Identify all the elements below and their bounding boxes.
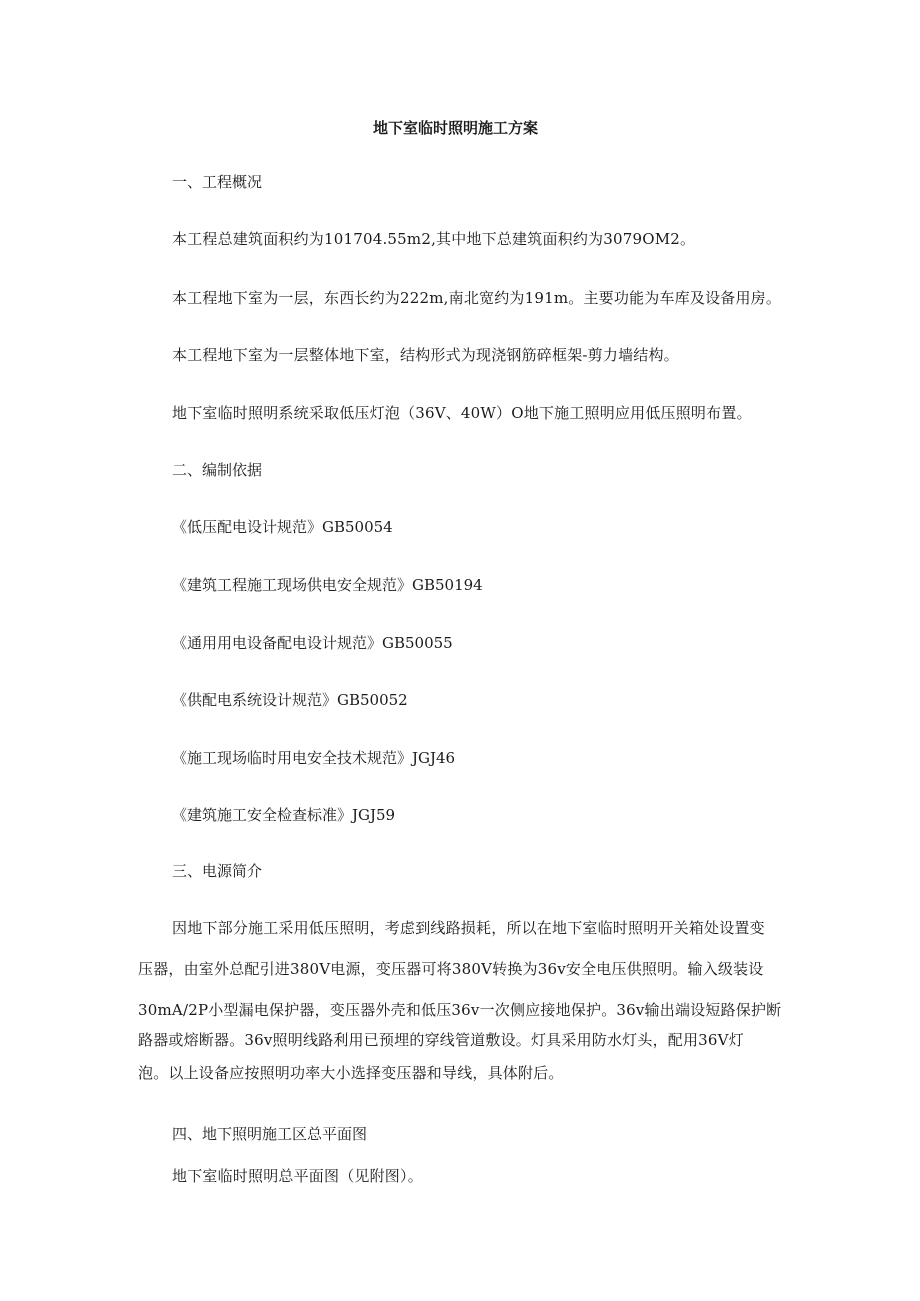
section-3-line: 路器或熔断器。36v照明线路利用已预埋的穿线管道敷设。灯具采用防水灯头，配用36V灯 (138, 1031, 744, 1049)
reference-item: 《供配电系统设计规范》GB50052 (172, 691, 408, 709)
section-3-line: 泡。以上设备应按照明功率大小选择变压器和导线，具体附后。 (138, 1064, 564, 1082)
reference-item: 《低压配电设计规范》GB50054 (172, 518, 393, 536)
section-3-line: 因地下部分施工采用低压照明，考虑到线路损耗，所以在地下室临时照明开关箱处设置变 (172, 919, 765, 937)
section-1-paragraph: 本工程地下室为一层整体地下室，结构形式为现浇钢筋碎框架-剪力墙结构。 (172, 346, 679, 364)
reference-item: 《通用用电设备配电设计规范》GB50055 (172, 634, 453, 652)
reference-item: 《建筑施工安全检查标准》JGJ59 (172, 806, 396, 824)
section-1-paragraph: 地下室临时照明系统采取低压灯泡（36V、40W）O地下施工照明应用低压照明布置。 (172, 404, 752, 422)
section-3-heading: 三、电源简介 (172, 862, 263, 880)
section-3-line: 压器，由室外总配引进380V电源，变压器可将380V转换为36v安全电压供照明。输入级装设 (138, 960, 764, 978)
section-3-line: 30mA/2P小型漏电保护器，变压器外壳和低压36v一次侧应接地保护。36v输出端设短路保护断 (138, 1001, 782, 1019)
reference-item: 《施工现场临时用电安全技术规范》JGJ46 (172, 749, 456, 767)
section-1-paragraph: 本工程总建筑面积约为101704.55m2,其中地下总建筑面积约为3079OM2。 (172, 230, 696, 248)
section-2-heading: 二、编制依据 (172, 461, 263, 479)
section-1-heading: 一、工程概况 (172, 173, 263, 191)
reference-item: 《建筑工程施工现场供电安全规范》GB50194 (172, 576, 483, 594)
section-4-heading: 四、地下照明施工区总平面图 (172, 1125, 368, 1143)
section-4-paragraph: 地下室临时照明总平面图（见附图）。 (172, 1167, 423, 1185)
document-title: 地下室临时照明施工方案 (373, 119, 539, 137)
section-1-paragraph: 本工程地下室为一层，东西长约为222m,南北宽约为191m。主要功能为车库及设备用房。 (172, 289, 782, 307)
